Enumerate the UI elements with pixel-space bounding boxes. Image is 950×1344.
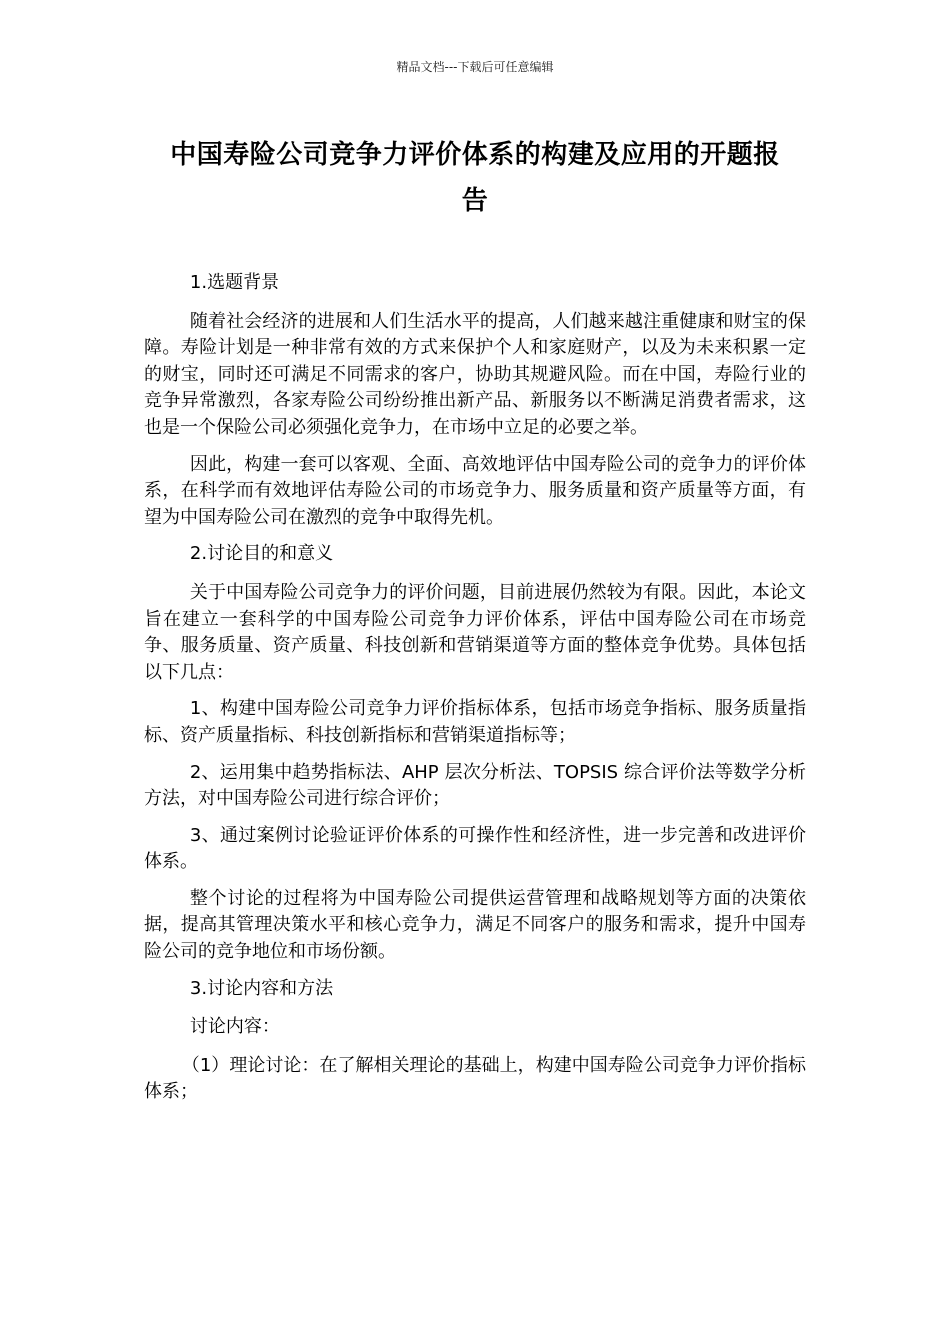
body-paragraph: 因此，构建一套可以客观、全面、高效地评估中国寿险公司的竞争力的评价体系，在科学而有效地评估寿险公司的市场竞争力、服务质量和资产质量等方面，有望为中国寿险公司在激烈的竞争中取得先机。 [144, 453, 806, 528]
list-item: 3、通过案例讨论验证评价体系的可操作性和经济性，进一步完善和改进评价体系。 [144, 824, 806, 873]
list-item: （1）理论讨论：在了解相关理论的基础上，构建中国寿险公司竞争力评价指标体系； [144, 1054, 806, 1103]
document-body [144, 270, 806, 1116]
section-heading-background: 1.选题背景 [189, 272, 280, 293]
title-line-2: 告 [461, 186, 489, 216]
body-paragraph: 随着社会经济的进展和人们生活水平的提高，人们越来越注重健康和财宝的保障。寿险计划是一种非常有效的方式来保护个人和家庭财产，以及为未来积累一定的财宝，同时还可满足不同需求的客户，协助其规避风险。而在中国，寿险行业的竞争异常激烈，各家寿险公司纷纷推出新产品、新服务以不断满足消费者需求，这也是一个保险公司必须强化竞争力，在市场中立足的必要之举。 [144, 310, 806, 438]
list-item: 1、构建中国寿险公司竞争力评价指标体系，包括市场竞争指标、服务质量指标、资产质量指标、科技创新指标和营销渠道指标等； [144, 698, 806, 746]
title-line-1: 中国寿险公司竞争力评价体系的构建及应用的开题报 [170, 140, 780, 170]
document-title [140, 132, 810, 224]
body-paragraph: 关于中国寿险公司竞争力的评价问题，目前进展仍然较为有限。因此，本论文旨在建立一套科学的中国寿险公司竞争力评价体系，评估中国寿险公司在市场竞争、服务质量、资产质量、科技创新和营销渠道等方面的整体竞争优势。具体包括以下几点： [144, 581, 806, 683]
subheading-content: 讨论内容： [189, 1016, 280, 1038]
section-heading-content-method: 3.讨论内容和方法 [189, 977, 334, 999]
section-heading-purpose: 2.讨论目的和意义 [189, 543, 334, 565]
list-item: 2、运用集中趋势指标法、AHP 层次分析法、TOPSIS 综合评价法等数学分析方法，对中国寿险公司进行综合评价； [144, 761, 806, 810]
body-paragraph: 整个讨论的过程将为中国寿险公司提供运营管理和战略规划等方面的决策依据，提高其管理决策水平和核心竞争力，满足不同客户的服务和需求，提升中国寿险公司的竞争地位和市场份额。 [144, 887, 806, 963]
header-note: 精品文档---下载后可任意编辑 [396, 60, 554, 74]
